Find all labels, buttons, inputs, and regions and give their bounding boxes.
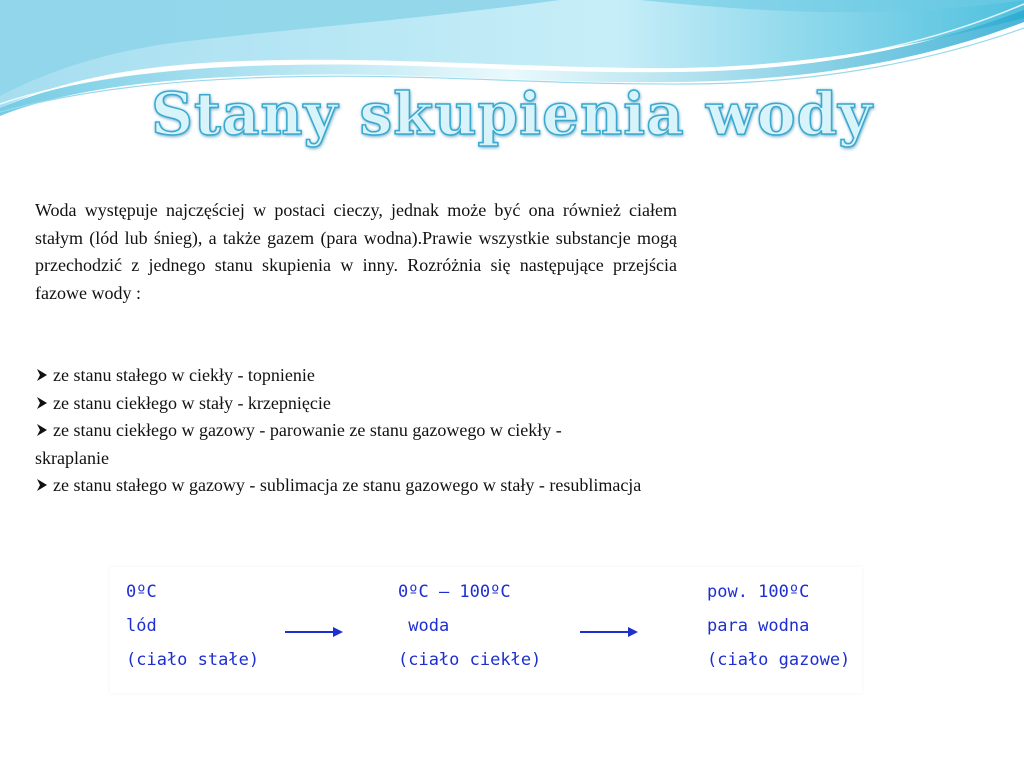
list-item	[35, 417, 635, 472]
list-item-text: ze stanu ciekłego w gazowy - parowanie ze stanu gazowego w ciekły - skraplanie	[35, 420, 562, 468]
list-item	[35, 390, 685, 418]
stage-temperature: pow. 100ºC	[707, 582, 810, 602]
list-item	[35, 472, 680, 500]
stage-temperature: 0ºC	[126, 582, 157, 602]
stage-state: (ciało ciekłe)	[398, 650, 542, 670]
list-item-text: ze stanu stałego w ciekły - topnienie	[53, 365, 315, 385]
intro-paragraph: Woda występuje najczęściej w postaci cieczy, jednak może być ona również ciałem stałym (lód lub śnieg), a także gazem (para wodna).Prawie wszystkie substancje mogą przechodzić z jednego stanu skupienia w inny. Rozróżnia się następujące przejścia fazowe wody :	[35, 200, 677, 303]
stage-liquid	[398, 575, 541, 677]
list-item-text: ze stanu stałego w gazowy - sublimacja ze stanu gazowego w stały - resublimacja	[53, 475, 642, 495]
arrow-bullet-icon	[35, 417, 53, 445]
stage-solid	[126, 575, 259, 677]
arrow-bullet-icon	[35, 390, 53, 418]
list-item	[35, 362, 685, 390]
stage-state: (ciało stałe)	[126, 650, 260, 670]
list-item-text: ze stanu ciekłego w stały - krzepnięcie	[53, 392, 331, 413]
arrow-bullet-icon	[35, 472, 53, 500]
stage-name: para wodna	[707, 616, 810, 636]
stage-state: (ciało gazowe)	[707, 650, 851, 670]
arrow-right-icon	[580, 625, 640, 639]
slide-title: Stany skupienia wody	[151, 80, 873, 148]
phase-transition-list	[35, 362, 685, 500]
stage-name: lód	[126, 616, 157, 636]
stage-temperature: 0ºC – 100ºC	[398, 582, 511, 602]
stage-name: woda	[398, 616, 450, 636]
stage-gas	[707, 575, 850, 677]
phase-diagram	[110, 567, 862, 693]
arrow-right-icon	[285, 625, 345, 639]
arrow-bullet-icon	[35, 362, 53, 390]
